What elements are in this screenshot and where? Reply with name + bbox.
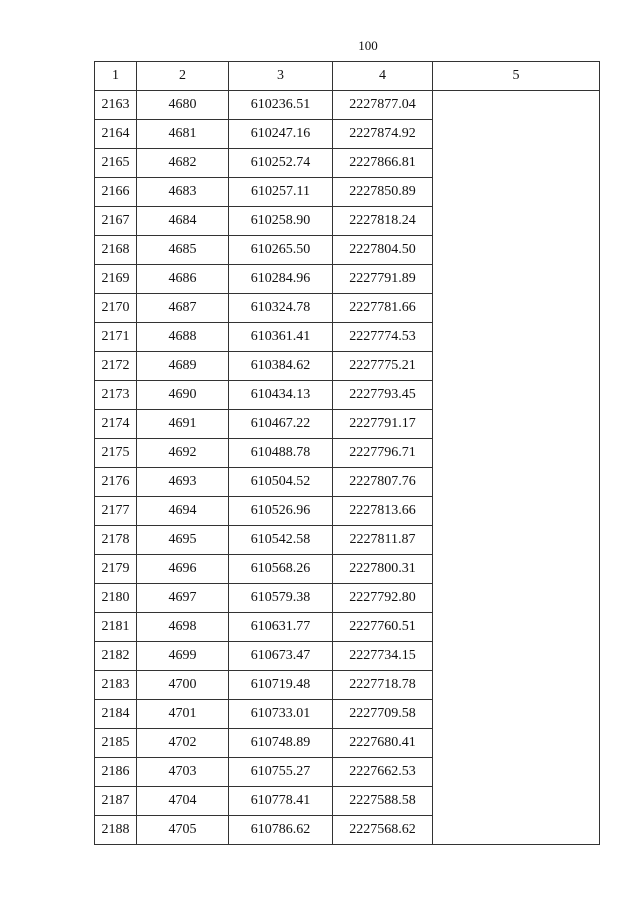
table-row	[95, 91, 600, 120]
column-header-2: 2	[137, 62, 229, 91]
table-cell-col-3: 610361.41	[229, 323, 333, 352]
table-cell-col-3: 610434.13	[229, 381, 333, 410]
table-cell-col-1: 2183	[95, 671, 137, 700]
table-cell-col-4: 2227791.89	[333, 265, 433, 294]
table-cell-col-1: 2178	[95, 526, 137, 555]
table-cell-col-4: 2227774.53	[333, 323, 433, 352]
table-cell-col-2: 4681	[137, 120, 229, 149]
table-cell-col-3: 610526.96	[229, 497, 333, 526]
table-cell-col-4: 2227874.92	[333, 120, 433, 149]
table-cell-col-3: 610257.11	[229, 178, 333, 207]
table-cell-col-3: 610236.51	[229, 91, 333, 120]
page-number: 100	[358, 38, 378, 53]
table-cell-col-2: 4680	[137, 91, 229, 120]
table-cell-col-3: 610631.77	[229, 613, 333, 642]
table-cell-col-1: 2168	[95, 236, 137, 265]
table-cell-col-4: 2227568.62	[333, 816, 433, 845]
table-cell-col-1: 2166	[95, 178, 137, 207]
column-header-3: 3	[229, 62, 333, 91]
table-cell-col-3: 610719.48	[229, 671, 333, 700]
table-cell-col-2: 4694	[137, 497, 229, 526]
table-cell-col-2: 4689	[137, 352, 229, 381]
table-cell-col-4: 2227662.53	[333, 758, 433, 787]
table-cell-col-3: 610673.47	[229, 642, 333, 671]
table-cell-col-1: 2172	[95, 352, 137, 381]
table-cell-col-4: 2227818.24	[333, 207, 433, 236]
table-cell-col-1: 2170	[95, 294, 137, 323]
table-cell-col-1: 2181	[95, 613, 137, 642]
table-cell-col-2: 4686	[137, 265, 229, 294]
table-cell-col-4: 2227807.76	[333, 468, 433, 497]
table-cell-col-3: 610247.16	[229, 120, 333, 149]
table-cell-col-1: 2167	[95, 207, 137, 236]
table-cell-col-2: 4691	[137, 410, 229, 439]
table-cell-col-3: 610324.78	[229, 294, 333, 323]
table-cell-col-2: 4703	[137, 758, 229, 787]
table-cell-col-3: 610748.89	[229, 729, 333, 758]
table-cell-col-1: 2173	[95, 381, 137, 410]
column-header-1: 1	[95, 62, 137, 91]
table-cell-col-4: 2227760.51	[333, 613, 433, 642]
table-cell-col-1: 2184	[95, 700, 137, 729]
table-cell-col-3: 610265.50	[229, 236, 333, 265]
table-cell-col-3: 610504.52	[229, 468, 333, 497]
table-cell-col-2: 4696	[137, 555, 229, 584]
table-cell-col-4: 2227792.80	[333, 584, 433, 613]
table-cell-col-1: 2179	[95, 555, 137, 584]
table-cell-col-2: 4693	[137, 468, 229, 497]
column-header-5: 5	[433, 62, 600, 91]
table-cell-col-3: 610786.62	[229, 816, 333, 845]
table-cell-col-1: 2186	[95, 758, 137, 787]
table-cell-col-1: 2187	[95, 787, 137, 816]
table-cell-col-2: 4698	[137, 613, 229, 642]
table-cell-col-2: 4687	[137, 294, 229, 323]
table-cell-col-1: 2180	[95, 584, 137, 613]
table-cell-col-3: 610542.58	[229, 526, 333, 555]
table-cell-col-1: 2182	[95, 642, 137, 671]
table-cell-col-1: 2177	[95, 497, 137, 526]
table-cell-col-5	[433, 91, 600, 845]
table-cell-col-3: 610252.74	[229, 149, 333, 178]
table-cell-col-1: 2169	[95, 265, 137, 294]
table-cell-col-4: 2227680.41	[333, 729, 433, 758]
table-cell-col-3: 610755.27	[229, 758, 333, 787]
table-cell-col-4: 2227588.58	[333, 787, 433, 816]
coordinates-table	[94, 61, 600, 845]
table-cell-col-2: 4695	[137, 526, 229, 555]
table-header-row	[95, 62, 600, 91]
table-cell-col-4: 2227813.66	[333, 497, 433, 526]
table-cell-col-1: 2165	[95, 149, 137, 178]
table-cell-col-1: 2164	[95, 120, 137, 149]
table-cell-col-3: 610733.01	[229, 700, 333, 729]
table-cell-col-1: 2175	[95, 439, 137, 468]
table-cell-col-4: 2227791.17	[333, 410, 433, 439]
table-cell-col-2: 4702	[137, 729, 229, 758]
table-cell-col-3: 610467.22	[229, 410, 333, 439]
table-cell-col-1: 2171	[95, 323, 137, 352]
table-cell-col-3: 610258.90	[229, 207, 333, 236]
table-cell-col-4: 2227734.15	[333, 642, 433, 671]
table-cell-col-2: 4683	[137, 178, 229, 207]
table-cell-col-3: 610284.96	[229, 265, 333, 294]
table-cell-col-3: 610568.26	[229, 555, 333, 584]
table-cell-col-1: 2163	[95, 91, 137, 120]
table-cell-col-2: 4688	[137, 323, 229, 352]
table-cell-col-1: 2174	[95, 410, 137, 439]
table-cell-col-2: 4699	[137, 642, 229, 671]
table-cell-col-3: 610488.78	[229, 439, 333, 468]
table-cell-col-2: 4697	[137, 584, 229, 613]
table-cell-col-2: 4701	[137, 700, 229, 729]
table-cell-col-1: 2185	[95, 729, 137, 758]
table-cell-col-4: 2227804.50	[333, 236, 433, 265]
table-cell-col-2: 4705	[137, 816, 229, 845]
table-cell-col-1: 2188	[95, 816, 137, 845]
table-cell-col-1: 2176	[95, 468, 137, 497]
table-cell-col-4: 2227775.21	[333, 352, 433, 381]
table-cell-col-2: 4700	[137, 671, 229, 700]
table-cell-col-2: 4684	[137, 207, 229, 236]
table-cell-col-4: 2227781.66	[333, 294, 433, 323]
table-cell-col-2: 4692	[137, 439, 229, 468]
column-header-4: 4	[333, 62, 433, 91]
table-cell-col-2: 4682	[137, 149, 229, 178]
table-cell-col-4: 2227709.58	[333, 700, 433, 729]
table-cell-col-4: 2227866.81	[333, 149, 433, 178]
table-cell-col-4: 2227850.89	[333, 178, 433, 207]
table-cell-col-4: 2227718.78	[333, 671, 433, 700]
table-cell-col-3: 610384.62	[229, 352, 333, 381]
table-cell-col-2: 4704	[137, 787, 229, 816]
table-cell-col-4: 2227811.87	[333, 526, 433, 555]
table-cell-col-3: 610778.41	[229, 787, 333, 816]
table-cell-col-4: 2227796.71	[333, 439, 433, 468]
table-cell-col-2: 4685	[137, 236, 229, 265]
table-cell-col-4: 2227877.04	[333, 91, 433, 120]
table-cell-col-4: 2227793.45	[333, 381, 433, 410]
table-cell-col-3: 610579.38	[229, 584, 333, 613]
table-body	[95, 91, 600, 845]
table-cell-col-4: 2227800.31	[333, 555, 433, 584]
table-cell-col-2: 4690	[137, 381, 229, 410]
